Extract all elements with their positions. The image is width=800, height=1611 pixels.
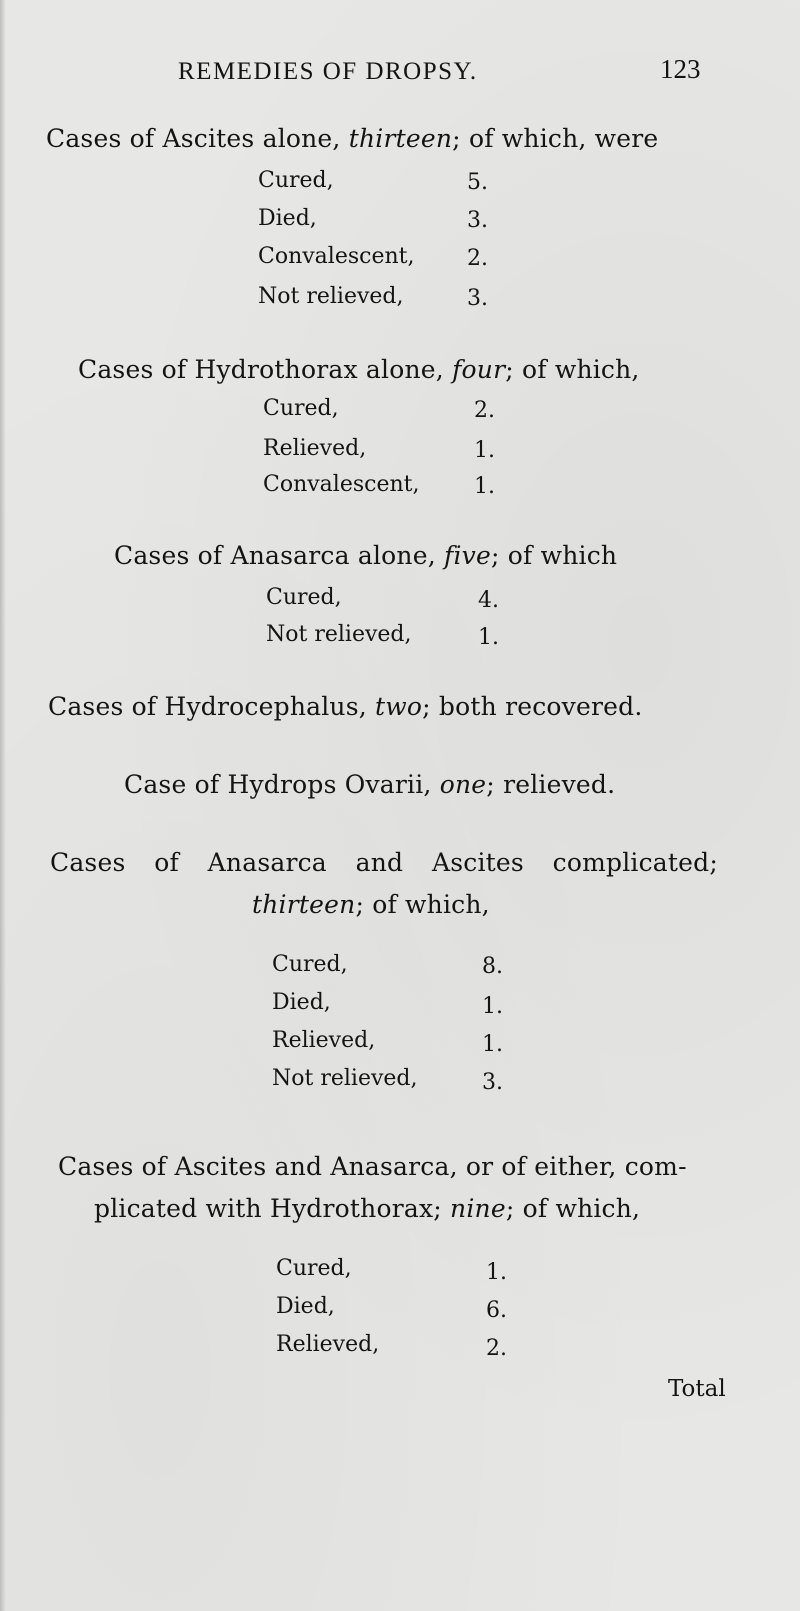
outcome-label: Cured, (258, 168, 334, 193)
heading-count: four (452, 355, 506, 384)
outcome-label: Relieved, (263, 436, 367, 461)
outcome-value: 5. (467, 170, 488, 195)
heading-text: ; of which, (505, 1194, 641, 1223)
page-edge-shadow (0, 0, 6, 1611)
outcome-value: 2. (486, 1336, 507, 1361)
outcome-value: 2. (467, 246, 488, 271)
heading-word: of (154, 848, 179, 877)
outcome-value: 1. (474, 438, 495, 463)
outcome-label: Cured, (276, 1256, 352, 1281)
section-heading-anasarca-ascites-line2 (252, 890, 490, 919)
outcome-value: 1. (474, 474, 495, 499)
heading-word: Anasarca (207, 848, 327, 877)
heading-text: Cases of Anasarca alone, (114, 541, 445, 570)
catchword: Total (668, 1376, 726, 1402)
outcome-value: 4. (478, 588, 499, 613)
outcome-value: 1. (482, 1032, 503, 1057)
outcome-value: 1. (478, 625, 499, 650)
outcome-value: 2. (474, 398, 495, 423)
heading-text: ; of which, (505, 355, 640, 384)
heading-text: ; both recovered. (422, 692, 643, 721)
page-number: 123 (660, 54, 701, 84)
heading-word: Cases (50, 848, 126, 877)
heading-count: thirteen (252, 890, 356, 919)
outcome-label: Not relieved, (258, 284, 404, 309)
heading-text: ; of which, were (452, 124, 659, 153)
section-heading-hydrops-ovarii (124, 770, 615, 799)
heading-word: and (355, 848, 404, 877)
heading-count: five (444, 541, 491, 570)
section-heading-with-hydrothorax: Cases of Ascites and Anasarca, or of either, com- (58, 1152, 687, 1181)
outcome-label: Not relieved, (266, 622, 412, 647)
outcome-label: Convalescent, (258, 244, 415, 269)
heading-text: Cases of Hydrocephalus, (48, 692, 376, 721)
outcome-label: Died, (272, 990, 331, 1015)
outcome-label: Not relieved, (272, 1066, 418, 1091)
outcome-value: 6. (486, 1298, 507, 1323)
outcome-label: Convalescent, (263, 472, 420, 497)
heading-text: ; relieved. (486, 770, 616, 799)
section-heading-hydrothorax (78, 355, 640, 384)
section-heading-with-hydrothorax-line2 (94, 1194, 640, 1223)
outcome-label: Cured, (272, 952, 348, 977)
heading-text: plicated with Hydrothorax; (94, 1194, 451, 1223)
section-heading-anasarca (114, 541, 617, 570)
outcome-label: Died, (276, 1294, 335, 1319)
heading-count: two (375, 692, 423, 721)
outcome-value: 3. (482, 1070, 503, 1095)
heading-count: one (439, 770, 487, 799)
running-head: REMEDIES OF DROPSY. (178, 58, 478, 85)
heading-text: Cases of Hydrothorax alone, (78, 355, 453, 384)
outcome-value: 3. (467, 208, 488, 233)
outcome-label: Cured, (263, 396, 339, 421)
outcome-label: Relieved, (272, 1028, 376, 1053)
outcome-value: 1. (482, 994, 503, 1019)
outcome-value: 8. (482, 954, 503, 979)
section-heading-anasarca-ascites (50, 848, 718, 877)
heading-word: complicated; (552, 848, 718, 877)
outcome-label: Cured, (266, 585, 342, 610)
outcome-label: Relieved, (276, 1332, 380, 1357)
heading-count: nine (450, 1194, 506, 1223)
section-heading-hydrocephalus (48, 692, 643, 721)
outcome-label: Died, (258, 206, 317, 231)
outcome-value: 1. (486, 1260, 507, 1285)
heading-text: ; of which, (355, 890, 490, 919)
heading-text: Cases of Ascites alone, (46, 124, 349, 153)
heading-word: Ascites (431, 848, 524, 877)
heading-count: thirteen (348, 124, 453, 153)
section-heading-ascites (46, 124, 658, 153)
heading-text: ; of which (491, 541, 618, 570)
heading-text: Case of Hydrops Ovarii, (124, 770, 440, 799)
outcome-value: 3. (467, 286, 488, 311)
